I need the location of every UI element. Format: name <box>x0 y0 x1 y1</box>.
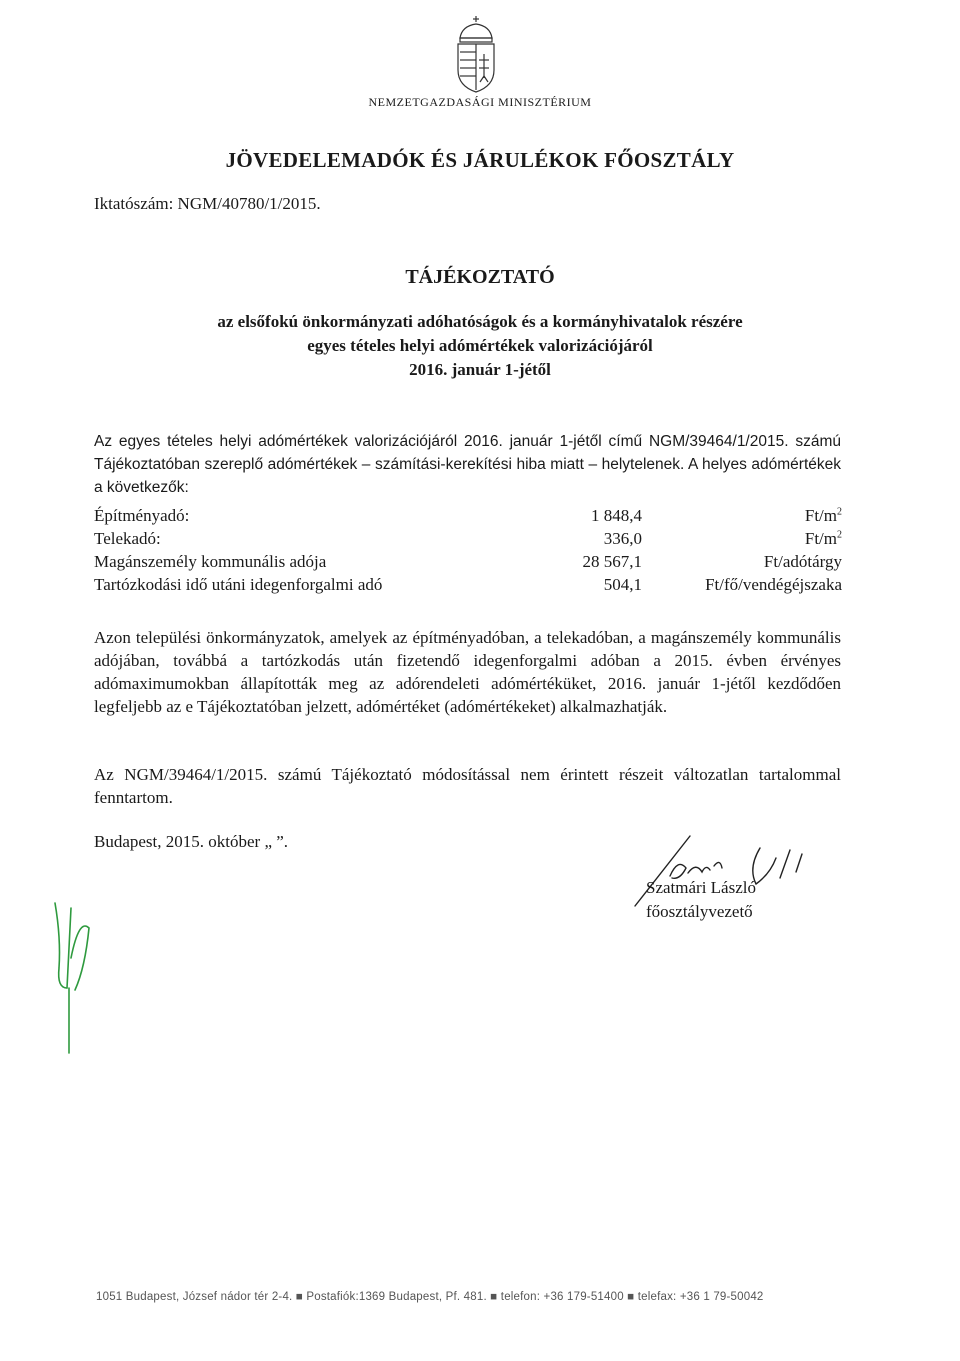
tax-unit: Ft/fő/vendégéjszaka <box>705 575 842 594</box>
tax-value: 504,1 <box>603 575 642 594</box>
tax-name: Építményadó: <box>94 506 190 525</box>
department-name: JÖVEDELEMADÓK ÉS JÁRULÉKOK FŐOSZTÁLY <box>225 148 735 172</box>
subtitle-line-1: az elsőfokú önkormányzati adóhatóságok és a kormányhivatalok részére <box>217 312 743 331</box>
footer-contact: 1051 Budapest, József nádor tér 2-4. ■ Postafiók:1369 Budapest, Pf. 481. ■ telefon: +36 179-51400 ■ telefax: +36 1 79-50042 <box>96 1291 764 1303</box>
intro-paragraph: Az egyes tételes helyi adómértékek valorizációjáról 2016. január 1-jétől című NGM/39464/1/2015. számú Tájékoztatóban szereplő adómértékek – számítási-kerekítési hiba miatt – helytelenek. A helyes adómértékek a következők: <box>94 433 841 496</box>
tax-name: Tartózkodási idő utáni idegenforgalmi adó <box>94 575 383 594</box>
tax-value: 336,0 <box>603 529 642 548</box>
tax-rate-row <box>94 529 842 552</box>
tax-unit: Ft/adótárgy <box>763 552 842 571</box>
body-paragraph-2: Azon települési önkormányzatok, amelyek az építményadóban, a telekadóban, a magánszemély kommunális adójában, továbbá a tartózkodás után fizetendő idegenforgalmi adóban a 2015. évben érvényes adómaximumokban állapították meg az adórendeleti adómértéküket, 2016. január 1-jétől kezdődően legfeljebb az e Tájékoztatóban jelzett, adómértéket (adómértékeket) alkalmazhatják. <box>94 628 841 716</box>
document-title: TÁJÉKOZTATÓ <box>405 266 555 288</box>
signer-name: Szatmári László <box>646 878 756 897</box>
coat-of-arms-icon <box>446 14 506 94</box>
place-and-date: Budapest, 2015. október „ ”. <box>94 832 289 851</box>
signer-title: főosztályvezető <box>646 902 753 921</box>
tax-rate-row <box>94 552 842 575</box>
tax-rate-row <box>94 575 842 598</box>
subtitle-line-3: 2016. január 1-jétől <box>409 360 551 379</box>
tax-unit: $Ft/m^2$ <box>804 529 842 548</box>
tax-name: Telekadó: <box>94 529 161 548</box>
body-paragraph-3: Az NGM/39464/1/2015. számú Tájékoztató módosítással nem érintett részeit változatlan tartalommal fenntartom. <box>94 765 841 807</box>
subtitle-line-2: egyes tételes helyi adómértékek valorizációjáról <box>307 336 653 355</box>
tax-unit: $Ft/m^2$ <box>804 506 842 525</box>
registration-number: Iktatószám: NGM/40780/1/2015. <box>94 194 321 213</box>
tax-value: 1 848,4 <box>591 506 642 525</box>
tax-name: Magánszemély kommunális adója <box>94 552 327 571</box>
tax-value: 28 567,1 <box>582 552 642 571</box>
tax-rates-table <box>94 506 842 598</box>
handwritten-initial <box>45 898 100 1058</box>
ministry-name: NEMZETGAZDASÁGI MINISZTÉRIUM <box>368 95 592 109</box>
tax-rate-row <box>94 506 842 529</box>
